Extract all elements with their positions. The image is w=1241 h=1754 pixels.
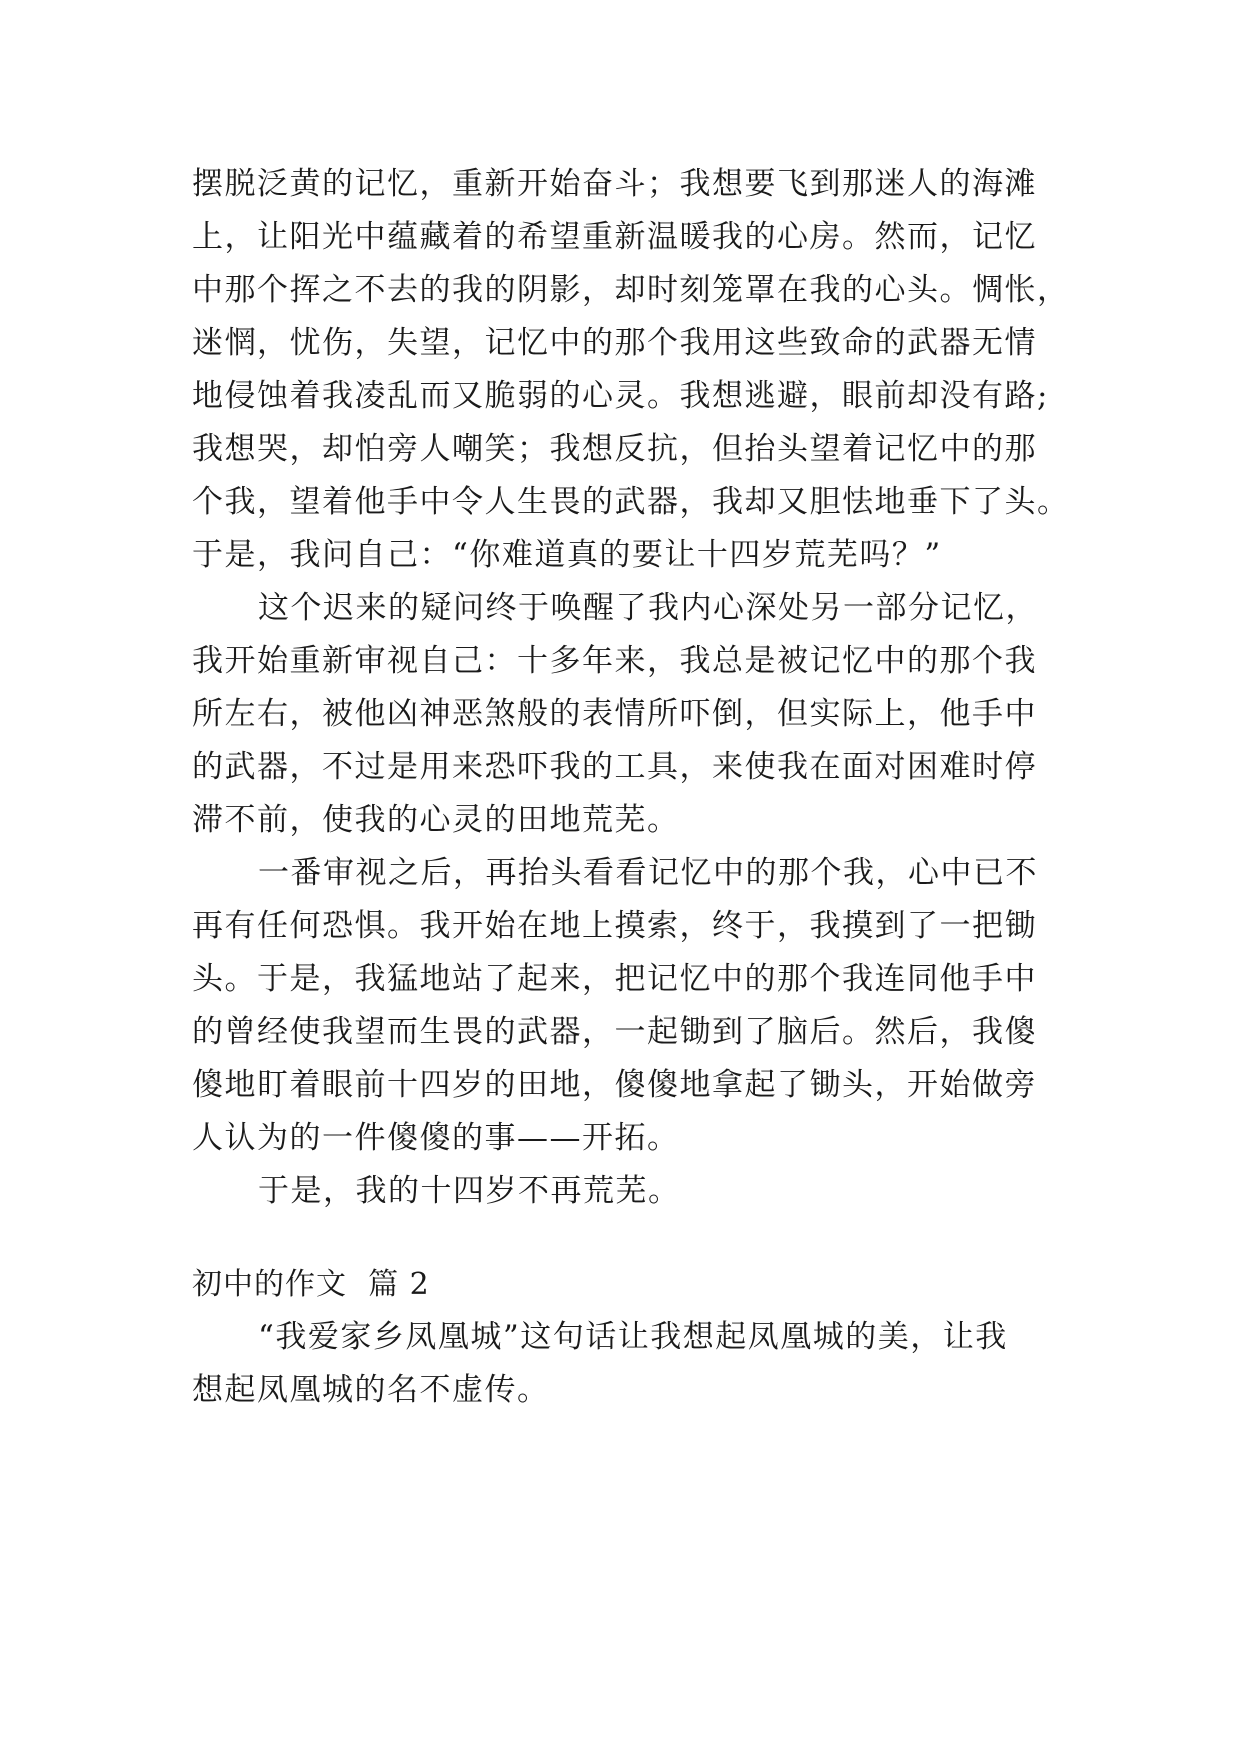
text-line: 的武器，不过是用来恐吓我的工具，来使我在面对困难时停 — [192, 749, 1037, 785]
text-line: 摆脱泛黄的记忆，重新开始奋斗；我想要飞到那迷人的海滩 — [192, 166, 1037, 202]
text-line: 于是，我问自己：“你难道真的要让十四岁荒芜吗？” — [192, 537, 942, 573]
text-line: 人认为的一件傻傻的事——开拓。 — [192, 1120, 680, 1156]
text-line: 头。于是，我猛地站了起来，把记忆中的那个我连同他手中 — [192, 961, 1037, 997]
paragraph-start-line: “我爱家乡凤凰城”这句话让我想起凤凰城的美，让我 — [258, 1319, 1008, 1355]
document-body — [192, 158, 1070, 1417]
paragraph-start-line: 一番审视之后，再抬头看看记忆中的那个我，心中已不 — [258, 855, 1038, 891]
text-line: 再有任何恐惧。我开始在地上摸索，终于，我摸到了一把锄 — [192, 908, 1037, 944]
text-line: 我想哭，却怕旁人嘲笑；我想反抗，但抬头望着记忆中的那 — [192, 431, 1037, 467]
text-line: 傻地盯着眼前十四岁的田地，傻傻地拿起了锄头，开始做旁 — [192, 1067, 1037, 1103]
text-line: 想起凤凰城的名不虚传。 — [192, 1372, 550, 1408]
text-line: 上，让阳光中蕴藏着的希望重新温暖我的心房。然而，记忆 — [192, 219, 1037, 255]
section-gap — [192, 1218, 1050, 1258]
text-line: 个我，望着他手中令人生畏的武器，我却又胆怯地垂下了头。 — [192, 484, 1070, 520]
paragraph-start-line: 于是，我的十四岁不再荒芜。 — [258, 1173, 681, 1209]
paragraph-start-line: 这个迟来的疑问终于唤醒了我内心深处另一部分记忆， — [258, 590, 1038, 626]
text-line: 迷惘，忧伤，失望，记忆中的那个我用这些致命的武器无情 — [192, 325, 1037, 361]
section-heading: 初中的作文 篇 2 — [192, 1267, 430, 1302]
text-line: 的曾经使我望而生畏的武器，一起锄到了脑后。然后，我傻 — [192, 1014, 1037, 1050]
text-line: 中那个挥之不去的我的阴影，却时刻笼罩在我的心头。惆怅， — [192, 272, 1070, 308]
text-line: 我开始重新审视自己：十多年来，我总是被记忆中的那个我 — [192, 643, 1037, 679]
text-line: 滞不前，使我的心灵的田地荒芜。 — [192, 802, 680, 838]
text-line: 所左右，被他凶神恶煞般的表情所吓倒，但实际上，他手中 — [192, 696, 1037, 732]
text-line: 地侵蚀着我凌乱而又脆弱的心灵。我想逃避，眼前却没有路; — [192, 378, 1049, 414]
